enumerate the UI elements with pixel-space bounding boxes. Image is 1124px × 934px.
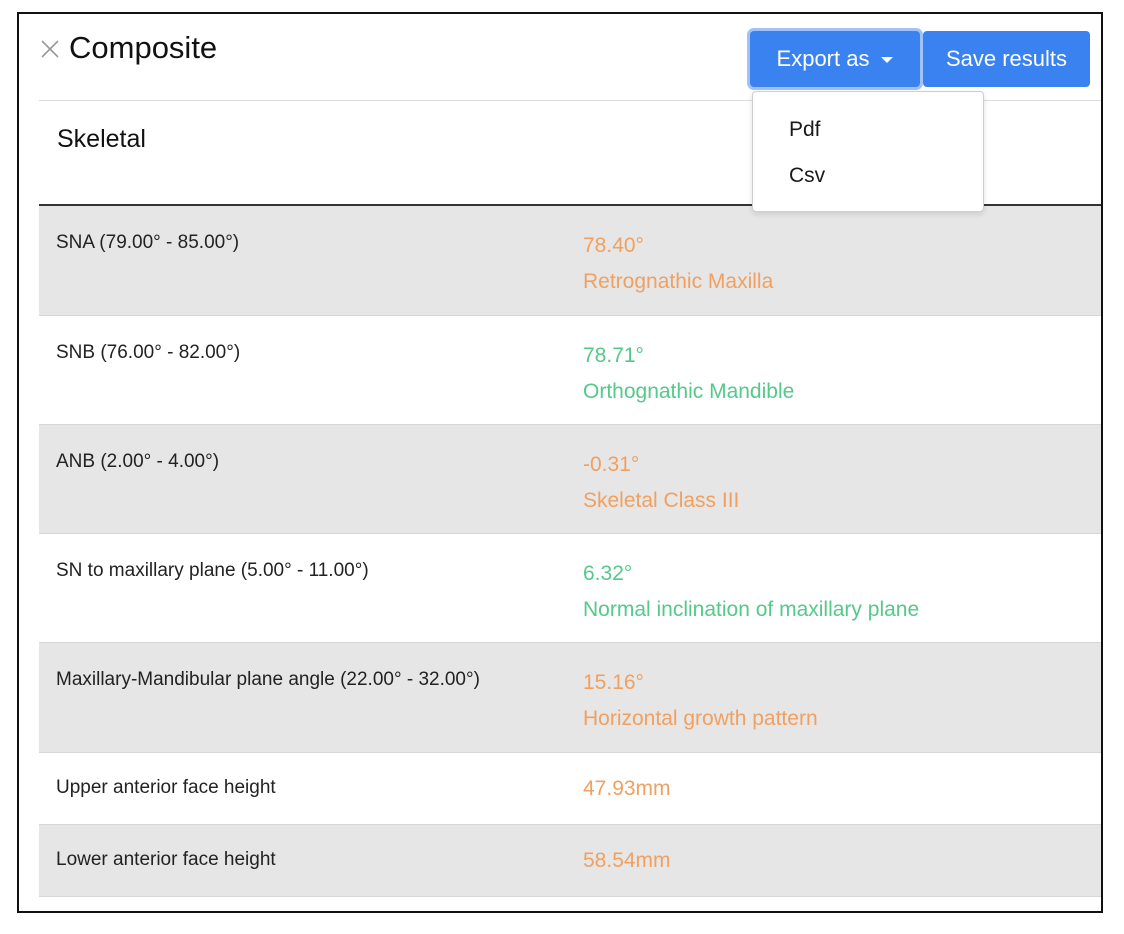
measurement-interpretation: Normal inclination of maxillary plane bbox=[583, 598, 920, 621]
close-icon[interactable] bbox=[39, 38, 61, 60]
export-menu-item-csv[interactable]: Csv bbox=[789, 164, 826, 187]
table-row bbox=[39, 643, 1101, 753]
measurement-interpretation: Orthognathic Mandible bbox=[583, 380, 795, 403]
measurement-value: -0.31° bbox=[583, 453, 640, 476]
measurement-label: ANB (2.00° - 4.00°) bbox=[56, 451, 220, 472]
measurement-result bbox=[583, 556, 919, 628]
save-results-button[interactable] bbox=[923, 31, 1090, 87]
export-as-label: Export as bbox=[776, 46, 870, 71]
composite-panel bbox=[17, 12, 1103, 913]
measurement-value: 58.54mm bbox=[583, 849, 671, 872]
measurement-label: SNB (76.00° - 82.00°) bbox=[56, 342, 241, 363]
measurement-result bbox=[583, 843, 671, 879]
save-results-label: Save results bbox=[945, 46, 1068, 71]
measurement-value: 6.32° bbox=[583, 562, 633, 585]
measurement-result bbox=[583, 447, 739, 519]
measurement-result bbox=[583, 665, 818, 737]
page-title: Composite bbox=[69, 30, 218, 65]
measurement-interpretation: Retrognathic Maxilla bbox=[583, 270, 774, 293]
table-row bbox=[39, 206, 1101, 316]
measurement-value: 47.93mm bbox=[583, 777, 671, 800]
measurement-value: 78.40° bbox=[583, 234, 644, 257]
caret-down-icon bbox=[881, 57, 893, 63]
measurement-label: Upper anterior face height bbox=[56, 777, 276, 798]
measurement-label: SNA (79.00° - 85.00°) bbox=[56, 232, 240, 253]
measurement-value: 78.71° bbox=[583, 344, 644, 367]
table-row bbox=[39, 425, 1101, 534]
table-row bbox=[39, 825, 1101, 897]
table-row bbox=[39, 316, 1101, 425]
table-row bbox=[39, 753, 1101, 825]
measurement-result bbox=[583, 228, 773, 300]
export-as-button[interactable] bbox=[750, 31, 920, 87]
measurement-label: Maxillary-Mandibular plane angle (22.00° - 32.00°) bbox=[56, 669, 480, 690]
measurement-result bbox=[583, 771, 671, 807]
panel-header bbox=[19, 14, 1101, 100]
export-dropdown-menu bbox=[752, 91, 984, 212]
measurement-label: Lower anterior face height bbox=[56, 849, 276, 870]
measurement-label: SN to maxillary plane (5.00° - 11.00°) bbox=[56, 560, 369, 581]
measurement-value: 15.16° bbox=[583, 671, 644, 694]
measurement-interpretation: Skeletal Class III bbox=[583, 489, 740, 512]
section-title: Skeletal bbox=[57, 125, 146, 153]
table-row bbox=[39, 534, 1101, 643]
measurement-table bbox=[39, 206, 1101, 897]
measurement-result bbox=[583, 338, 794, 410]
export-menu-item-pdf[interactable]: Pdf bbox=[789, 118, 821, 141]
measurement-interpretation: Horizontal growth pattern bbox=[583, 707, 818, 730]
